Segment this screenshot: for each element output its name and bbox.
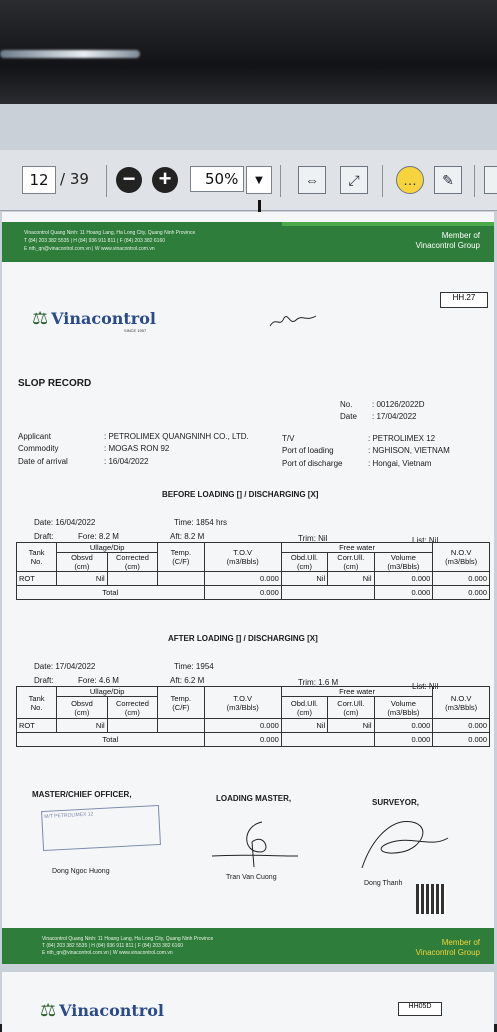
hdr-nov: N.O.V xyxy=(450,693,472,703)
volume-value: 0.000 xyxy=(374,719,433,733)
footer-band xyxy=(2,928,494,964)
hdr-temp: Temp. xyxy=(170,548,192,557)
pdf-page xyxy=(2,212,494,964)
hdr-obd-ull: Obd.Ull. xyxy=(290,698,319,708)
fit-width-button[interactable] xyxy=(298,166,326,194)
zoom-in-button[interactable]: + xyxy=(152,167,178,193)
hdr-free-water: Free water xyxy=(281,687,432,697)
hdr-obsvd: Obsvd xyxy=(71,698,93,708)
before-draft: Draft: xyxy=(34,532,54,541)
page-number-input[interactable]: 12 xyxy=(22,166,56,194)
group-label: Vinacontrol Group xyxy=(415,241,480,250)
hdr-tank: Tank xyxy=(28,548,45,557)
hdr-corrected: Corrected xyxy=(115,698,149,708)
hdr-corr-unit: (cm) xyxy=(343,562,359,571)
fit-width-icon: ⇔ xyxy=(305,172,319,188)
after-list: List: Nil xyxy=(412,682,439,691)
footer-email: E nth_qn@vinacontrol.com.vn | W www.vinacontrol.com.vn xyxy=(42,950,173,956)
pod-value: : Hongai, Vietnam xyxy=(368,459,432,468)
surveyor-signature xyxy=(342,808,452,874)
toolbar-divider xyxy=(382,165,383,197)
hdr-corrected-unit: (cm) xyxy=(124,707,140,717)
total-nov: 0.000 xyxy=(433,586,490,600)
office-email: E nth_qn@vinacontrol.com.vn | W www.vinacontrol.com.vn xyxy=(24,246,155,252)
hdr-volume-unit: (m3/Bbls) xyxy=(387,562,420,571)
obsvd-value: Nil xyxy=(57,572,107,586)
date-value: : 17/04/2022 xyxy=(372,412,417,421)
office-phone: T (84) 203 382 5535 | H (84) 936 911 811 | F (84) 203 382 6160 xyxy=(24,238,166,244)
tov-value: 0.000 xyxy=(204,719,281,733)
hdr-cf: (C/F) xyxy=(172,702,190,712)
zoom-dropdown-button[interactable] xyxy=(246,166,272,194)
total-nov: 0.000 xyxy=(433,733,490,747)
hdr-ullage: Ullage/Dip xyxy=(57,687,158,697)
master-name: Dong Ngoc Huong xyxy=(52,868,110,875)
surveyor-title: SURVEYOR, xyxy=(372,798,419,807)
table-row xyxy=(17,719,490,733)
company-logo xyxy=(32,308,156,333)
pol-value: : NGHISON, VIETNAM xyxy=(368,446,450,455)
hdr-volume: Volume xyxy=(390,553,416,562)
hdr-corrected: Corrected xyxy=(115,553,149,562)
qr-code xyxy=(416,884,446,914)
next-page-logo xyxy=(40,1000,164,1021)
obd-ull-value: Nil xyxy=(281,719,327,733)
loading-master-name: Tran Van Cuong xyxy=(226,874,277,881)
hdr-obd-ull: Obd.Ull. xyxy=(290,553,319,562)
before-heading: BEFORE LOADING [] / DISCHARGING [X] xyxy=(162,490,319,499)
hdr-tov: T.O.V xyxy=(233,693,253,703)
loading-master-title: LOADING MASTER, xyxy=(216,794,292,803)
fit-page-button[interactable] xyxy=(340,166,368,194)
hdr-free-water: Free water xyxy=(281,543,432,553)
commodity-value: : MOGAS RON 92 xyxy=(104,444,170,453)
after-draft: Draft: xyxy=(34,676,54,685)
after-trim: Trim: 1.6 M xyxy=(298,678,339,687)
hdr-corr-unit: (cm) xyxy=(343,707,359,717)
highlight-button[interactable] xyxy=(434,166,462,194)
before-fore: Fore: 8.2 M xyxy=(78,532,119,541)
hdr-no: No. xyxy=(30,557,43,566)
toolbar-divider xyxy=(106,165,107,197)
hdr-obd-unit: (cm) xyxy=(296,562,312,571)
tov-value: 0.000 xyxy=(204,572,281,586)
before-aft: Aft: 8.2 M xyxy=(170,532,205,541)
after-aft: Aft: 6.2 M xyxy=(170,676,205,685)
footer-member-label: Member of xyxy=(441,938,480,947)
applicant-value: : PETROLIMEX QUANGNINH CO., LTD. xyxy=(104,432,249,441)
next-pdf-page xyxy=(2,972,494,1032)
logo-name: Vinacontrol xyxy=(51,309,156,328)
tank-name: ROT xyxy=(17,572,57,586)
fit-page-icon: ⤢ xyxy=(348,172,360,188)
total-label: Total xyxy=(17,733,205,747)
no-value: : 00126/2022D xyxy=(372,400,425,409)
page-title: SLOP RECORD xyxy=(18,378,92,389)
nov-value: 0.000 xyxy=(433,719,490,733)
before-table xyxy=(16,542,490,600)
toolbar-divider xyxy=(474,165,475,197)
footer-member-text xyxy=(416,938,480,958)
hdr-corr-ull: Corr.Ull. xyxy=(337,698,365,708)
stamp-text: M/T PETROLIMEX 12 xyxy=(44,811,94,820)
table-row xyxy=(17,572,490,586)
scales-logo-icon: ⚖ xyxy=(40,1000,57,1020)
after-time: Time: 1954 xyxy=(174,662,214,671)
form-code: HH.27 xyxy=(440,292,488,308)
footer-phone: T (84) 203 382 5535 | H (84) 936 911 811 | F (84) 203 382 6160 xyxy=(42,943,184,949)
after-fore: Fore: 4.6 M xyxy=(78,676,119,685)
total-label: Total xyxy=(17,586,205,600)
tank-name: ROT xyxy=(17,719,57,733)
hdr-tov-unit: (m3/Bbls) xyxy=(226,557,259,566)
obd-ull-value: Nil xyxy=(281,572,327,586)
member-text xyxy=(416,231,480,251)
hdr-volume: Volume xyxy=(390,698,416,708)
hdr-volume-unit: (m3/Bbls) xyxy=(387,707,420,717)
hdr-tov: T.O.V xyxy=(233,548,253,557)
office-address: Vinacontrol Quang Ninh: 11 Hoang Lang, Ha Long City, Quang Ninh Province xyxy=(24,230,196,236)
hdr-corr-ull: Corr.Ull. xyxy=(337,553,365,562)
chevron-down-icon: ▼ xyxy=(255,174,263,186)
arrival-value: : 16/04/2022 xyxy=(104,457,149,466)
ship-stamp xyxy=(41,805,161,851)
next-logo-name: Vinacontrol xyxy=(59,1001,164,1020)
hdr-obd-unit: (cm) xyxy=(296,707,312,717)
zoom-out-button[interactable]: − xyxy=(116,167,142,193)
hdr-ullage: Ullage/Dip xyxy=(57,543,158,553)
toolbar-divider xyxy=(280,165,281,197)
master-title: MASTER/CHIEF OFFICER, xyxy=(32,790,132,799)
member-label: Member of xyxy=(441,231,480,240)
footer-address: Vinacontrol Quang Ninh: 11 Hoang Lang, Ha Long City, Quang Ninh Province xyxy=(42,936,214,942)
nov-value: 0.000 xyxy=(433,572,490,586)
commodity-label: Commodity xyxy=(18,444,59,453)
hdr-obsvd-unit: (cm) xyxy=(74,562,90,571)
before-date: Date: 16/04/2022 xyxy=(34,518,96,527)
hdr-tank: Tank xyxy=(28,693,45,703)
hdr-obsvd: Obsvd xyxy=(71,553,93,562)
zoom-level-select[interactable]: 50% xyxy=(190,166,244,192)
obsvd-value: Nil xyxy=(57,719,107,733)
total-row xyxy=(17,586,490,600)
corr-ull-value: Nil xyxy=(328,719,374,733)
date-label: Date xyxy=(340,412,357,421)
volume-value: 0.000 xyxy=(374,572,433,586)
hdr-nov: N.O.V xyxy=(450,548,472,557)
comment-button[interactable] xyxy=(396,166,424,194)
before-trim: Trim: Nil xyxy=(298,534,328,543)
header-band xyxy=(2,222,494,262)
corr-ull-value: Nil xyxy=(328,572,374,586)
hdr-corrected-unit: (cm) xyxy=(124,562,140,571)
scales-logo-icon: ⚖ xyxy=(32,308,49,328)
band-accent xyxy=(282,222,494,226)
before-time: Time: 1854 hrs xyxy=(174,518,228,527)
highlight-pen-icon: ✎ xyxy=(442,172,454,188)
next-form-code: HH05D xyxy=(398,1002,442,1016)
hdr-no: No. xyxy=(30,702,43,712)
loading-master-signature xyxy=(202,812,302,872)
pol-label: Port of loading xyxy=(282,446,334,455)
tv-value: : PETROLIMEX 12 xyxy=(368,434,436,443)
applicant-label: Applicant xyxy=(18,432,51,441)
tv-label: T/V xyxy=(282,434,295,443)
hdr-cf: (C/F) xyxy=(172,557,190,566)
logo-since: SINCE 1957 xyxy=(124,328,147,333)
hdr-nov-unit: (m3/Bbls) xyxy=(445,702,478,712)
screen-reflection xyxy=(0,50,140,58)
arrival-label: Date of arrival xyxy=(18,457,68,466)
after-date: Date: 17/04/2022 xyxy=(34,662,96,671)
after-heading: AFTER LOADING [] / DISCHARGING [X] xyxy=(168,634,318,643)
hdr-temp: Temp. xyxy=(170,693,192,703)
hdr-obsvd-unit: (cm) xyxy=(74,707,90,717)
total-row xyxy=(17,733,490,747)
before-list: List: Nil xyxy=(412,536,439,545)
pod-label: Port of discharge xyxy=(282,459,343,468)
no-label: No. xyxy=(340,400,353,409)
hdr-nov-unit: (m3/Bbls) xyxy=(445,557,478,566)
initials-signature xyxy=(266,308,322,334)
footer-group-label: Vinacontrol Group xyxy=(415,948,480,957)
hdr-tov-unit: (m3/Bbls) xyxy=(226,702,259,712)
page-total: / 39 xyxy=(60,170,89,188)
total-tov: 0.000 xyxy=(204,586,281,600)
more-tools-button[interactable] xyxy=(484,166,497,194)
total-tov: 0.000 xyxy=(204,733,281,747)
total-volume: 0.000 xyxy=(374,586,433,600)
surveyor-name: Dong Thanh xyxy=(364,880,403,887)
total-volume: 0.000 xyxy=(374,733,433,747)
after-table xyxy=(16,686,490,747)
comment-icon: … xyxy=(403,172,417,188)
